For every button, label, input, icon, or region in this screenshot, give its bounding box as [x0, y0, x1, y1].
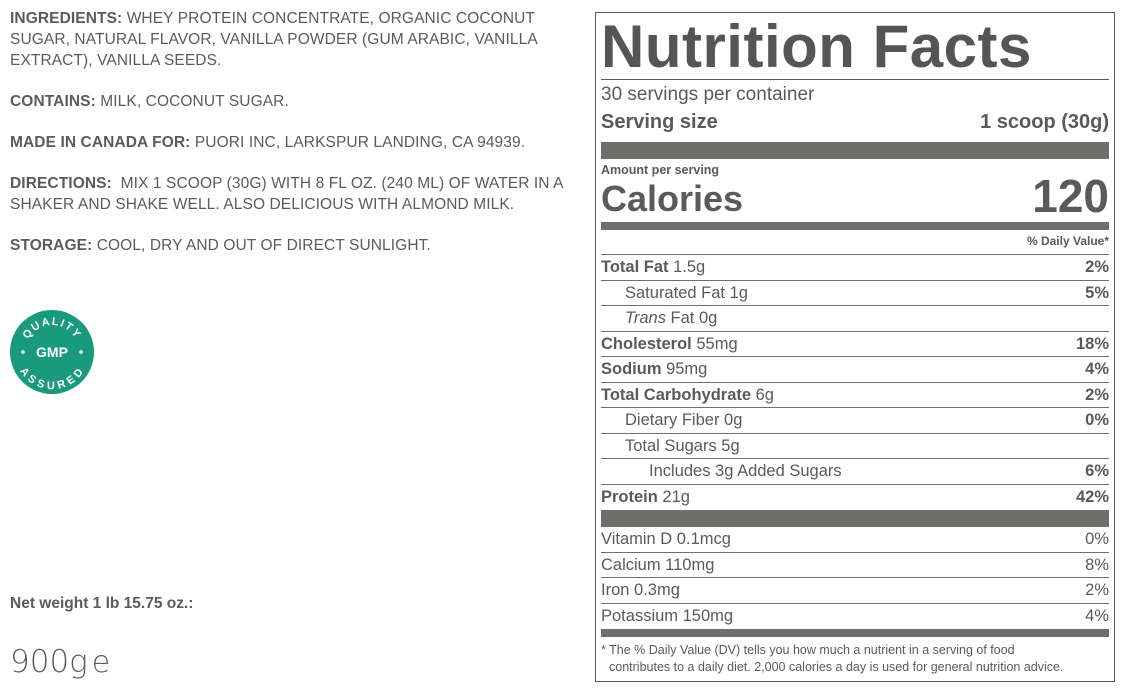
nutrient-label: Total Carbohydrate	[601, 385, 752, 404]
thick-divider	[601, 142, 1109, 159]
ingredients-value: WHEY PROTEIN CONCENTRATE, ORGANIC COCONUT SUGAR, NATURAL FLAVOR, VANILLA POWDER (GUM ARABIC, VANILLA EXTRACT), VANILLA SEEDS.	[10, 10, 537, 69]
storage-text	[10, 235, 570, 256]
footnote-line-2: contributes to a daily diet. 2,000 calories a day is used for general nutrition advice.	[609, 660, 1064, 674]
nutrient-amount: 1.5g	[668, 258, 706, 276]
contains-value: MILK, COCONUT SUGAR.	[95, 93, 289, 110]
serving-size-value: 1 scoop (30g)	[980, 111, 1109, 133]
nutrient-row	[601, 356, 1109, 382]
calories-label: Calories	[601, 178, 744, 219]
nutrient-amount: 21g	[657, 487, 690, 506]
daily-value-header: % Daily Value*	[1026, 234, 1109, 248]
estimated-sign-icon: e	[91, 645, 111, 680]
nutrient-label: Sodium	[601, 360, 662, 378]
nutrient-row	[601, 407, 1109, 433]
nutrient-daily-value: 6%	[1085, 462, 1109, 480]
nutrient-label: Dietary Fiber	[625, 411, 720, 429]
contains-text	[10, 91, 570, 112]
vitamin-row	[601, 527, 1109, 552]
vitamin-daily-value: 0%	[1085, 530, 1109, 548]
vitamin-divider	[601, 510, 1109, 527]
nutrient-row	[601, 254, 1109, 280]
nutrient-row	[601, 458, 1109, 484]
amount-per-serving: Amount per serving	[601, 163, 720, 177]
nutrient-label: Protein	[601, 487, 658, 506]
serving-size-row	[601, 109, 1109, 135]
calories-value: 120	[1032, 170, 1109, 222]
grams-value: 900g	[10, 644, 88, 680]
nutrient-list	[601, 254, 1109, 509]
nutrient-daily-value: 0%	[1085, 411, 1109, 429]
calories-row	[601, 171, 1109, 221]
made-in-text	[10, 132, 570, 153]
badge-dot-right	[79, 350, 83, 354]
nutrient-name	[601, 383, 774, 408]
net-weight-grams	[10, 644, 110, 680]
made-in-label: MADE IN CANADA FOR:	[10, 134, 191, 151]
nutrient-label: Cholesterol	[601, 334, 692, 353]
nutrient-amount: 5g	[716, 436, 740, 455]
product-info-panel	[10, 8, 570, 276]
vitamin-list	[601, 527, 1109, 628]
nutrient-label: Total Sugars	[625, 436, 717, 455]
vitamin-name: Calcium 110mg	[601, 555, 715, 574]
contains-label: CONTAINS:	[10, 93, 96, 110]
nutrient-daily-value: 18%	[1075, 334, 1109, 353]
nutrient-daily-value: 2%	[1085, 258, 1109, 276]
nutrient-row	[601, 280, 1109, 306]
directions-text	[10, 173, 570, 215]
badge-bottom-text: ASSURED	[17, 365, 87, 393]
vitamin-name: Iron 0.3mg	[601, 581, 680, 599]
vitamin-row	[601, 577, 1109, 603]
nutrient-amount: 0g	[719, 411, 743, 429]
nutrition-facts-title: Nutrition Facts	[601, 13, 1032, 80]
nutrient-name	[601, 357, 707, 382]
storage-label: STORAGE:	[10, 237, 93, 254]
footnote-line-1: * The % Daily Value (DV) tells you how much a nutrient in a serving of food	[601, 643, 1015, 657]
daily-value-footnote	[601, 642, 1109, 676]
serving-size-label: Serving size	[601, 111, 718, 133]
nutrient-amount: Fat 0g	[665, 309, 718, 327]
ingredients-text	[10, 8, 570, 71]
vitamin-row	[601, 603, 1109, 629]
nutrient-row	[601, 331, 1109, 357]
nutrient-name	[601, 485, 690, 510]
badge-dot-left	[21, 350, 25, 354]
directions-value: MIX 1 SCOOP (30G) WITH 8 FL OZ. (240 ML) OF WATER IN A SHAKER AND SHAKE WELL. ALSO DELICIOUS WITH ALMOND MILK.	[10, 175, 568, 213]
vitamin-daily-value: 2%	[1085, 581, 1109, 599]
vitamin-daily-value: 8%	[1085, 555, 1109, 574]
nutrient-row	[601, 305, 1109, 331]
nutrient-row	[601, 382, 1109, 408]
nutrient-daily-value: 2%	[1085, 385, 1109, 404]
nutrient-label: Saturated Fat	[625, 283, 725, 302]
badge-center-text: GMP	[36, 344, 68, 360]
vitamin-row	[601, 552, 1109, 578]
directions-label: DIRECTIONS:	[10, 175, 112, 192]
nutrient-label: Includes 3g Added Sugars	[649, 462, 842, 480]
vitamin-name: Potassium 150mg	[601, 606, 734, 625]
nutrient-name	[601, 306, 717, 331]
nutrient-label: Trans	[625, 309, 666, 327]
nutrient-name	[601, 408, 742, 433]
net-weight: Net weight 1 lb 15.75 oz.:	[10, 595, 194, 612]
badge-top-text: QUALITY	[20, 315, 84, 342]
nutrient-amount: 55mg	[691, 334, 738, 353]
nutrient-daily-value: 4%	[1085, 360, 1109, 378]
nutrient-label: Total Fat	[601, 258, 669, 276]
storage-value: COOL, DRY AND OUT OF DIRECT SUNLIGHT.	[92, 237, 431, 254]
nutrient-name	[601, 434, 740, 459]
ingredients-label: INGREDIENTS:	[10, 10, 123, 27]
nutrient-amount: 1g	[724, 283, 748, 302]
nutrition-facts-label	[595, 12, 1115, 682]
nutrient-name	[601, 332, 738, 357]
made-in-value: PUORI INC, LARKSPUR LANDING, CA 94939.	[190, 134, 526, 151]
servings-per-container: 30 servings per container	[601, 84, 815, 105]
nutrient-amount: 6g	[751, 385, 774, 404]
vitamin-daily-value: 4%	[1085, 606, 1109, 625]
nutrient-name	[601, 459, 842, 484]
gmp-quality-assured-badge	[9, 309, 95, 395]
nutrient-name	[601, 281, 748, 306]
vitamin-name: Vitamin D 0.1mcg	[601, 530, 731, 548]
nutrient-row	[601, 433, 1109, 459]
nutrient-daily-value: 42%	[1075, 487, 1109, 506]
nutrient-name	[601, 255, 705, 280]
nutrient-amount: 95mg	[661, 360, 708, 378]
bottom-divider	[601, 629, 1109, 637]
nutrient-row	[601, 484, 1109, 510]
medium-divider	[601, 222, 1109, 230]
nutrient-daily-value: 5%	[1085, 283, 1109, 302]
